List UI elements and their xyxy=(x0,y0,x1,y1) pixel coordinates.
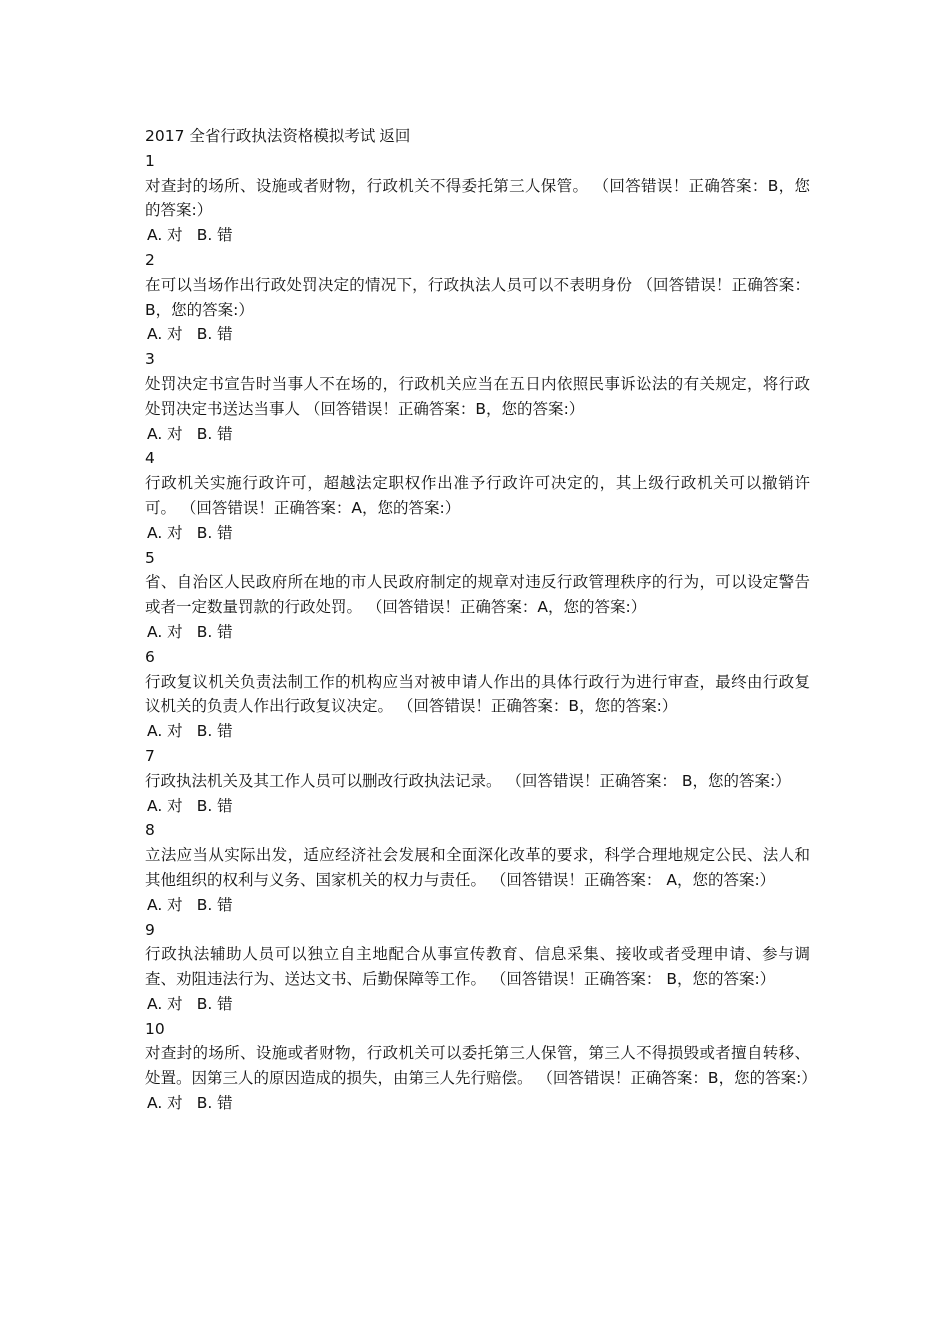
option-b[interactable]: B. 错 xyxy=(196,722,233,741)
question-text: 省、自治区人民政府所在地的市人民政府制定的规章对违反行政管理秩序的行为，可以设定警告或者一定数量罚款的行政处罚。 （回答错误！正确答案：A，您的答案:） xyxy=(145,573,810,617)
question-item xyxy=(145,149,810,248)
question-item xyxy=(145,645,810,744)
answer-options xyxy=(145,521,810,546)
answer-options xyxy=(145,719,810,744)
option-a[interactable]: A. 对 xyxy=(147,424,183,443)
question-item xyxy=(145,546,810,645)
question-number: 7 xyxy=(145,746,155,765)
option-b[interactable]: B. 错 xyxy=(196,796,233,815)
option-a[interactable]: A. 对 xyxy=(147,895,183,914)
option-b[interactable]: B. 错 xyxy=(196,895,233,914)
question-number: 1 xyxy=(145,151,155,170)
exam-page xyxy=(145,124,817,1116)
question-number: 6 xyxy=(145,647,155,666)
option-a[interactable]: A. 对 xyxy=(147,796,183,815)
question-text: 行政执法辅助人员可以独立自主地配合从事宣传教育、信息采集、接收或者受理申请、参与调查、劝阻违法行为、送达文书、后勤保障等工作。 （回答错误！正确答案： B，您的答案:） xyxy=(145,945,810,989)
option-b[interactable]: B. 错 xyxy=(196,622,233,641)
question-item xyxy=(145,248,810,347)
option-a[interactable]: A. 对 xyxy=(147,994,183,1013)
question-number: 2 xyxy=(145,250,155,269)
option-b[interactable]: B. 错 xyxy=(196,523,233,542)
option-b[interactable]: B. 错 xyxy=(196,325,233,344)
answer-options xyxy=(145,794,810,819)
question-number: 4 xyxy=(145,449,155,468)
question-text: 在可以当场作出行政处罚决定的情况下，行政执法人员可以不表明身份 （回答错误！正确答案：B，您的答案:） xyxy=(145,275,810,319)
question-number: 5 xyxy=(145,548,155,567)
back-link[interactable]: 返回 xyxy=(379,127,411,145)
option-b[interactable]: B. 错 xyxy=(196,226,233,245)
question-item xyxy=(145,347,810,446)
question-number: 10 xyxy=(145,1019,165,1038)
question-item xyxy=(145,744,810,818)
question-item xyxy=(145,1017,817,1116)
page-header xyxy=(145,124,810,149)
option-a[interactable]: A. 对 xyxy=(147,523,183,542)
question-item xyxy=(145,918,810,1017)
option-a[interactable]: A. 对 xyxy=(147,325,183,344)
option-a[interactable]: A. 对 xyxy=(147,722,183,741)
option-a[interactable]: A. 对 xyxy=(147,1094,183,1113)
question-number: 3 xyxy=(145,350,155,369)
question-text: 行政执法机关及其工作人员可以删改行政执法记录。 （回答错误！正确答案： B，您的答案:） xyxy=(145,771,791,790)
answer-options xyxy=(145,1091,810,1116)
option-b[interactable]: B. 错 xyxy=(196,1094,233,1113)
answer-options xyxy=(145,992,810,1017)
option-b[interactable]: B. 错 xyxy=(196,994,233,1013)
question-text: 对查封的场所、设施或者财物，行政机关可以委托第三人保管，第三人不得损毁或者擅自转移、处置。因第三人的原因造成的损失，由第三人先行赔偿。 （回答错误！正确答案：B，您的答案:） xyxy=(145,1044,817,1088)
question-number: 9 xyxy=(145,920,155,939)
question-item xyxy=(145,818,810,917)
answer-options xyxy=(145,422,810,447)
page-title: 2017 全省行政执法资格模拟考试 xyxy=(145,127,376,145)
answer-options xyxy=(145,893,810,918)
question-item xyxy=(145,446,810,545)
option-a[interactable]: A. 对 xyxy=(147,622,183,641)
option-b[interactable]: B. 错 xyxy=(196,424,233,443)
answer-options xyxy=(145,620,810,645)
question-text: 对查封的场所、设施或者财物，行政机关不得委托第三人保管。 （回答错误！正确答案：B，您的答案:） xyxy=(145,176,810,220)
answer-options xyxy=(145,322,810,347)
question-text: 行政复议机关负责法制工作的机构应当对被申请人作出的具体行政行为进行审查，最终由行政复议机关的负责人作出行政复议决定。 （回答错误！正确答案：B，您的答案:） xyxy=(145,672,810,716)
question-text: 行政机关实施行政许可，超越法定职权作出准予行政许可决定的，其上级行政机关可以撤销许可。 （回答错误！正确答案：A，您的答案:） xyxy=(145,474,810,517)
question-text: 处罚决定书宣告时当事人不在场的，行政机关应当在五日内依照民事诉讼法的有关规定，将行政处罚决定书送达当事人 （回答错误！正确答案：B，您的答案:） xyxy=(145,374,810,418)
option-a[interactable]: A. 对 xyxy=(147,226,183,245)
answer-options xyxy=(145,223,810,248)
question-number: 8 xyxy=(145,821,155,840)
question-text: 立法应当从实际出发，适应经济社会发展和全面深化改革的要求，科学合理地规定公民、法人和其他组织的权利与义务、国家机关的权力与责任。 （回答错误！正确答案： A，您的答案:） xyxy=(145,846,810,889)
